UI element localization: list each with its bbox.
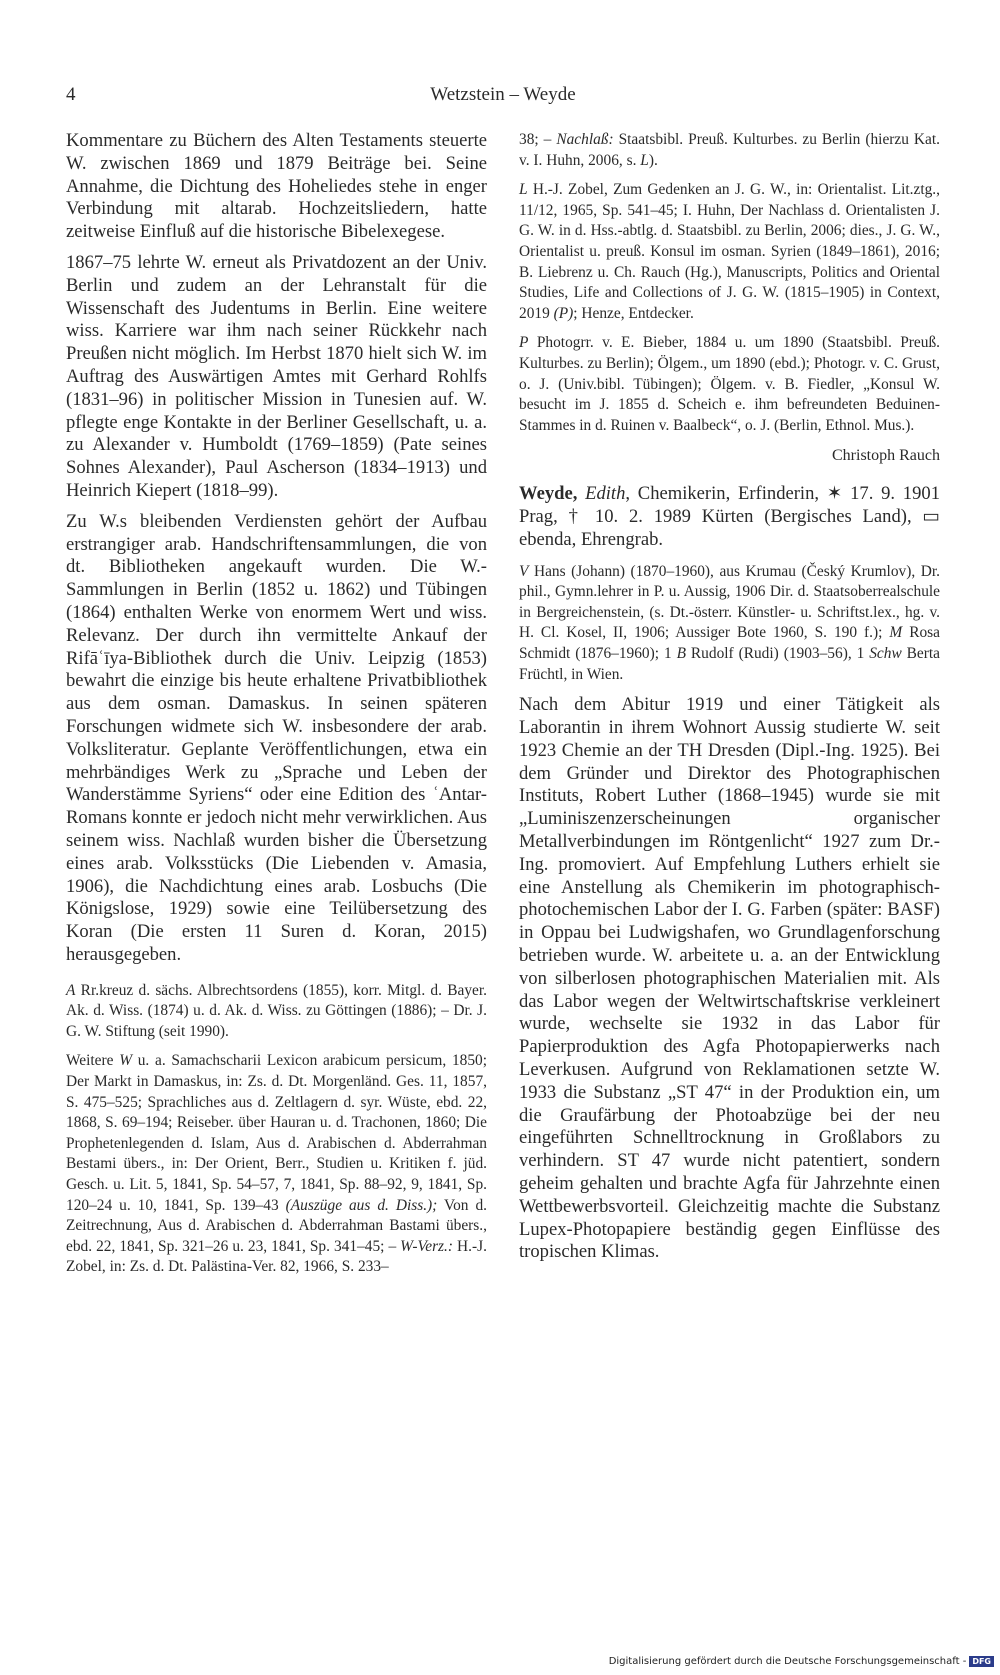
right-column — [519, 130, 940, 1272]
entry-details: , Chemikerin, Erfinderin, ✶ 17. 9. 1901 Prag, † 10. 2. 1989 Kürten (Bergisches Land), ▭ ebenda, Ehrengrab. — [519, 483, 940, 550]
awards-section — [66, 981, 487, 1043]
entry-heading — [519, 483, 940, 551]
section-label: L — [519, 181, 528, 199]
section-text: 38; – — [519, 131, 557, 148]
family-section — [519, 562, 940, 686]
italic-text: (Auszüge aus d. Diss.); — [285, 1196, 438, 1214]
entry-surname: Weyde, — [519, 483, 578, 505]
author-signature: Christoph Rauch — [832, 447, 940, 465]
paragraph: Kommentare zu Büchern des Alten Testaments steuerte W. zwischen 1869 und 1879 Beiträge bei. Seine Annahme, die Dichtung des Hoheliedes stehe in enger Verbindung mit altarab. Hochzeitsliedern, hatte zeitweise Einfluß auf die historische Bibelexegese. — [66, 130, 487, 243]
works-continuation — [519, 130, 940, 171]
section-text: Berta Früchtl, in Wien. — [519, 645, 940, 683]
section-text: Rudolf (Rudi) (1903–56), 1 — [685, 645, 870, 663]
paragraph: Zu W.s bleibenden Verdiensten gehört der Aufbau erstrangiger arab. Handschriftensammlungen, die von dt. Bibliotheken angekauft wurden. Die W.-Sammlungen in Berlin (1852 u. 1862) und Tübingen (1864) enthalten Werke von enormem Wert und wiss. Relevanz. Der durch ihn vermittelte Ankauf der Rifāʿīya-Bibliothek durch die Univ. Leipzig (1853) bewahrt die einzige bis heute erhaltene Privatbibliothek aus dem osman. Damaskus. In seinen späteren Forschungen widmete sich W. insbesondere der arab. Volksliteratur. Geplante Veröffentlichungen, etwa ein mehrbändiges Werk zu „Sprache und Leben der Wanderstämme Syriens“ oder eine Edition des ʿAntar-Romans konnte er jedoch nicht mehr verwirklichen. Aus seinem wiss. Nachlaß wurden bisher die Übersetzung eines arab. Volksstücks (Die Liebenden v. Amasia, 1906), die Nachdichtung eines arab. Losbuchs (Die Königslose, 1929) sowie eine Teilübersetzung des Koran (Die ersten 11 Suren d. Koran, 2015) herausgegeben. — [66, 510, 487, 965]
footer — [609, 1656, 994, 1667]
section-label: (P) — [553, 304, 574, 322]
section-label: V — [519, 562, 529, 580]
left-column — [66, 130, 487, 1287]
works-section — [66, 1051, 487, 1278]
page-number: 4 — [66, 84, 76, 105]
section-text: Staatsbibl. Preuß. Kulturbes. zu Berlin (hierzu Kat. v. I. Huhn, 2006, s. — [519, 131, 940, 169]
section-text: u. a. Samachscharii Lexicon arabicum persicum, 1850; Der Markt in Damaskus, in: Zs. d. Dt. Morgenländ. Ges. 11, 1857, S. 475–525; Sprachliches aus d. Zeltlagern d. syr. Wüste, ebd. 22, 1868, S. 69–194; Reiseber. über Hauran u. d. Trachonen, 1860; Die Prophetenlegenden d. Islam, Aus d. Arabischen d. Abderrahman Bestami übers., in: Der Orient, Berr., Studien u. Kritiken f. jüd. Gesch. u. Lit. 5, 1841, Sp. 54–57, 7, 1841, Sp. 88–92, 9, 1841, Sp. 120–24 u. 10, 1841, Sp. 139–43 — [66, 1052, 488, 1214]
footer-text: Digitalisierung gefördert durch die Deutsche Forschungsgemeinschaft - — [608, 1656, 967, 1667]
dfg-logo-icon: DFG — [969, 1656, 994, 1667]
section-label: L — [640, 151, 649, 169]
section-label: P — [519, 334, 529, 352]
section-text: Weitere — [66, 1052, 120, 1070]
section-text: Von d. Zeitrechnung, Aus d. Arabischen d. Abderrahman Bastami übers., ebd. 22, 1841, Sp. 321–26 u. 23, 1841, Sp. 341–45; – — [66, 1196, 487, 1255]
page-header — [66, 84, 940, 114]
section-label: M — [889, 624, 903, 642]
section-label: W-Verz.: — [400, 1237, 454, 1255]
section-text: ). — [648, 151, 658, 169]
section-label: A — [66, 981, 76, 999]
entry-firstname: Edith — [585, 483, 626, 505]
literature-section — [519, 180, 940, 324]
section-text: Rr.kreuz d. sächs. Albrechtsordens (1855), korr. Mitgl. d. Bayer. Ak. d. Wiss. (1874) u. d. Ak. d. Wiss. zu Göttingen (1886); – Dr. J. G. W. Stiftung (seit 1990). — [66, 981, 487, 1040]
section-text: Photogrr. v. E. Bieber, 1884 u. um 1890 (Staatsbibl. Preuß. Kulturbes. zu Berlin); Ölgem., um 1890 (ebd.); Photogr. v. C. Grust, o. J. (Univ.bibl. Tübingen); Ölgem. v. B. Fiedler, „Konsul W. besucht im J. 1855 d. Scheich e. ihm befreundeten Beduinen-Stammes in d. Ruinen v. Baalbeck“, o. J. (Berlin, Ethnol. Mus.). — [519, 334, 940, 434]
section-label: Nachlaß: — [556, 131, 614, 148]
section-text: H.-J. Zobel, Zum Gedenken an J. G. W., in: Orientalist. Lit.ztg., 11/12, 1965, Sp. 541–45; I. Huhn, Der Nachlass d. Orientalisten J. G. W. in d. Hss.-abtlg. d. Staatsbibl. zu Berlin, 2006; dies., J. G. W., Orientalist u. preuß. Konsul im osman. Syrien (1849–1861), 2016; B. Liebrenz u. Ch. Rauch (Hg.), Manuscripts, Politics and Oriental Studies, Life and Collections of J. G. W. (1815–1905) in Context, 2019 — [519, 181, 940, 322]
paragraph: 1867–75 lehrte W. erneut als Privatdozent an der Univ. Berlin und zudem an der Lehranstalt für die Wissenschaft des Judentums in Berlin. Eine weitere wiss. Karriere war ihm nach seiner Rückkehr nach Preußen nicht möglich. Im Herbst 1870 hielt sich W. im Auftrag des Auswärtigen Amtes mit Gerhard Rohlfs (1831–96) in politischer Mission in Tunesien auf. W. pflegte enge Kontakte in der Berliner Gesellschaft, u. a. zu Alexander v. Humboldt (1769–1859) (Pate seines Sohnes Alexander), Paul Ascherson (1834–1913) und Heinrich Kiepert (1818–99). — [66, 251, 487, 501]
section-text: Hans (Johann) (1870–1960), aus Krumau (Český Krumlov), Dr. phil., Gymn.lehrer in P. u. Aussig, 1906 Dir. d. Staatsoberrealschule in Bergreichenstein, (s. Dt.-österr. Künstler- u. Schriftst.lex., hg. v. H. Cl. Kosel, II, 1906; Aussiger Bote 1960, S. 190 f.); — [519, 562, 940, 642]
section-text: Rosa Schmidt (1876–1960); 1 — [519, 624, 940, 663]
section-label: W — [119, 1052, 133, 1070]
running-head: Wetzstein – Weyde — [430, 84, 576, 105]
section-label: Schw — [869, 645, 902, 663]
paragraph: Nach dem Abitur 1919 und einer Tätigkeit als Laborantin in ihrem Wohnort Aussig studierte W. seit 1923 Chemie an der TH Dresden (Dipl.-Ing. 1925). Bei dem Gründer und Direktor des Photographischen Instituts, Robert Luther (1868–1945) wurde sie mit „Luminiszenzerscheinungen organischer Metallverbindungen im Röntgenlicht“ 1927 zum Dr.-Ing. promoviert. Auf Empfehlung Luthers erhielt sie eine Anstellung als Chemikerin im photographisch-photochemischen Labor der I. G. Farben (später: BASF) in Oppau bei Ludwigshafen, wo Grundlagenforschung betrieben wurde. W. arbeitete u. a. an der Entwicklung von silberlosen photographischen Materialien mit. Als das Labor wegen der Weltwirtschaftskrise verkleinert wurde, wechselte sie 1932 in das Labor für Papierproduktion des Agfa Photopapierwerks nach Leverkusen. Aufgrund von Reklamationen setzte W. 1933 die Substanz „ST 47“ in der Produktion ein, um die Graufärbung der Photoabzüge bei der neu eingeführten Schnelltrocknung in Großlabors zu verhindern. ST 47 wurde nicht patentiert, sondern geheim gehalten und brachte Agfa für Jahrzehnte einen Wettbewerbsvorteil. Gleichzeitig machte die Substanz Lupex-Photopapiere beständig gegen Einflüsse des tropischen Klimas. — [519, 694, 940, 1263]
section-text: H.-J. Zobel, in: Zs. d. Dt. Palästina-Ver. 82, 1966, S. 233– — [66, 1237, 487, 1276]
portrait-section — [519, 333, 940, 436]
section-label: B — [676, 645, 686, 663]
section-text: ; Henze, Entdecker. — [573, 304, 694, 322]
